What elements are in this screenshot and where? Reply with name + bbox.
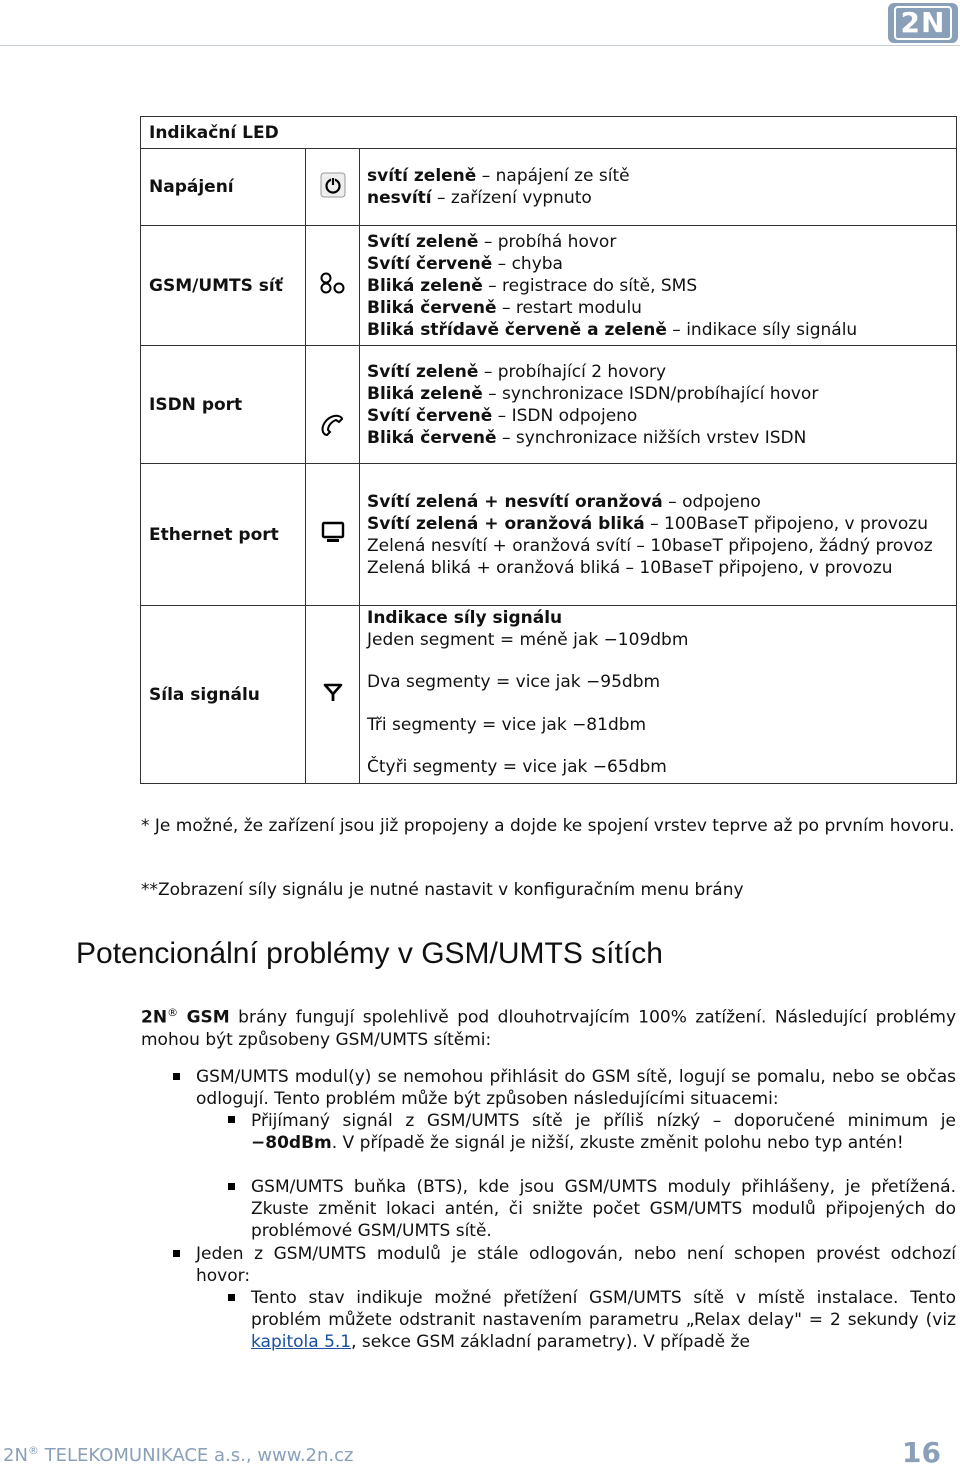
row-text: Svítí zeleně – probíhající 2 hovory Bliká zeleně – synchronizace ISDN/probíhající hovor Svítí červeně – ISDN odpojeno Bliká červeně – synchronizace nižších vrstev ISDN	[360, 346, 957, 464]
row-label: Ethernet port	[141, 464, 306, 606]
bullet-marker	[173, 1250, 180, 1257]
row-label: Napájení	[141, 149, 306, 226]
bullet-marker	[228, 1116, 235, 1123]
monitor-icon	[321, 521, 345, 543]
table-row	[141, 149, 957, 226]
row-label: ISDN port	[141, 346, 306, 464]
list-item: GSM/UMTS modul(y) se nemohou přihlásit do GSM sítě, logují se pomalu, nebo se občas odlogují. Tento problém může být způsoben následujícími situacemi:	[196, 1067, 956, 1109]
row-text: Svítí zelená + nesvítí oranžová – odpojeno Svítí zelená + oranžová bliká – 100BaseT připojeno, v provozu Zelená nesvítí + oranžová svítí – 10baseT připojeno, žádný provoz Zelená bliká + oranžová bliká – 10BaseT připojeno, v provozu	[360, 464, 957, 606]
list-item: GSM/UMTS buňka (BTS), kde jsou GSM/UMTS moduly přihlášeny, je přetížená. Zkuste změnit lokaci antén, či snižte počet GSM/UMTS modulů připojených do problémové GSM/UMTS sítě.	[251, 1177, 956, 1241]
table-row	[141, 346, 957, 464]
bullet-marker	[228, 1294, 235, 1301]
brand-logo: 2N	[888, 3, 958, 43]
footer-company: 2N® TELEKOMUNIKACE a.s., www.2n.cz	[3, 1444, 354, 1466]
row-text: svítí zeleně – napájení ze sítě nesvítí – zařízení vypnuto	[360, 149, 957, 226]
table-header: Indikační LED	[141, 117, 957, 149]
row-label: Síla signálu	[141, 606, 306, 784]
row-text: Svítí zeleně – probíhá hovor Svítí červeně – chyba Bliká zeleně – registrace do sítě, SMS Bliká červeně – restart modulu Bliká střídavě červeně a zeleně – indikace síly signálu	[360, 226, 957, 346]
antenna-icon	[322, 681, 344, 703]
power-icon	[320, 172, 346, 198]
table-row	[141, 464, 957, 606]
footnote-2: **Zobrazení síly signálu je nutné nastavit v konfiguračním menu brány	[141, 880, 744, 900]
footnote-1: * Je možné, že zařízení jsou již propojeny a dojde ke spojení vrstev teprve až po prvním hovoru.	[141, 816, 955, 836]
bullet-marker	[173, 1073, 180, 1080]
chapter-link[interactable]: kapitola 5.1	[251, 1332, 352, 1352]
header-rule	[0, 45, 960, 46]
row-text: Indikace síly signálu Jeden segment = méně jak −109dbm Dva segmenty = vice jak −95dbm Tři segmenty = vice jak −81dbm Čtyři segmenty = vice jak −65dbm	[360, 606, 957, 784]
phone-icon	[320, 414, 346, 436]
list-item: Tento stav indikuje možné přetížení GSM/UMTS sítě v místě instalace. Tento problém můžete odstranit nastavením parametru „Relax delay" = 2 sekundy (viz kapitola 5.1, sekce GSM základní parametry). V případě že	[251, 1288, 956, 1352]
bullet-marker	[228, 1183, 235, 1190]
intro-paragraph: 2N® GSM brány fungují spolehlivě pod dlouhotrvajícím 100% zatížení. Následující problémy mohou být způsobeny GSM/UMTS sítěmi:	[141, 1006, 956, 1050]
row-label: GSM/UMTS síť	[141, 226, 306, 346]
page-number: 16	[902, 1436, 941, 1469]
led-table	[140, 116, 957, 784]
section-title: Potencionální problémy v GSM/UMTS sítích	[76, 937, 663, 970]
network-icon	[319, 272, 347, 294]
list-item: Jeden z GSM/UMTS modulů je stále odlogován, nebo není schopen provést odchozí hovor:	[196, 1244, 956, 1286]
list-item: Přijímaný signál z GSM/UMTS sítě je příliš nízký – doporučené minimum je −80dBm. V případě že signál je nižší, zkuste změnit polohu nebo typ antén!	[251, 1111, 956, 1153]
table-row	[141, 226, 957, 346]
table-row	[141, 606, 957, 784]
